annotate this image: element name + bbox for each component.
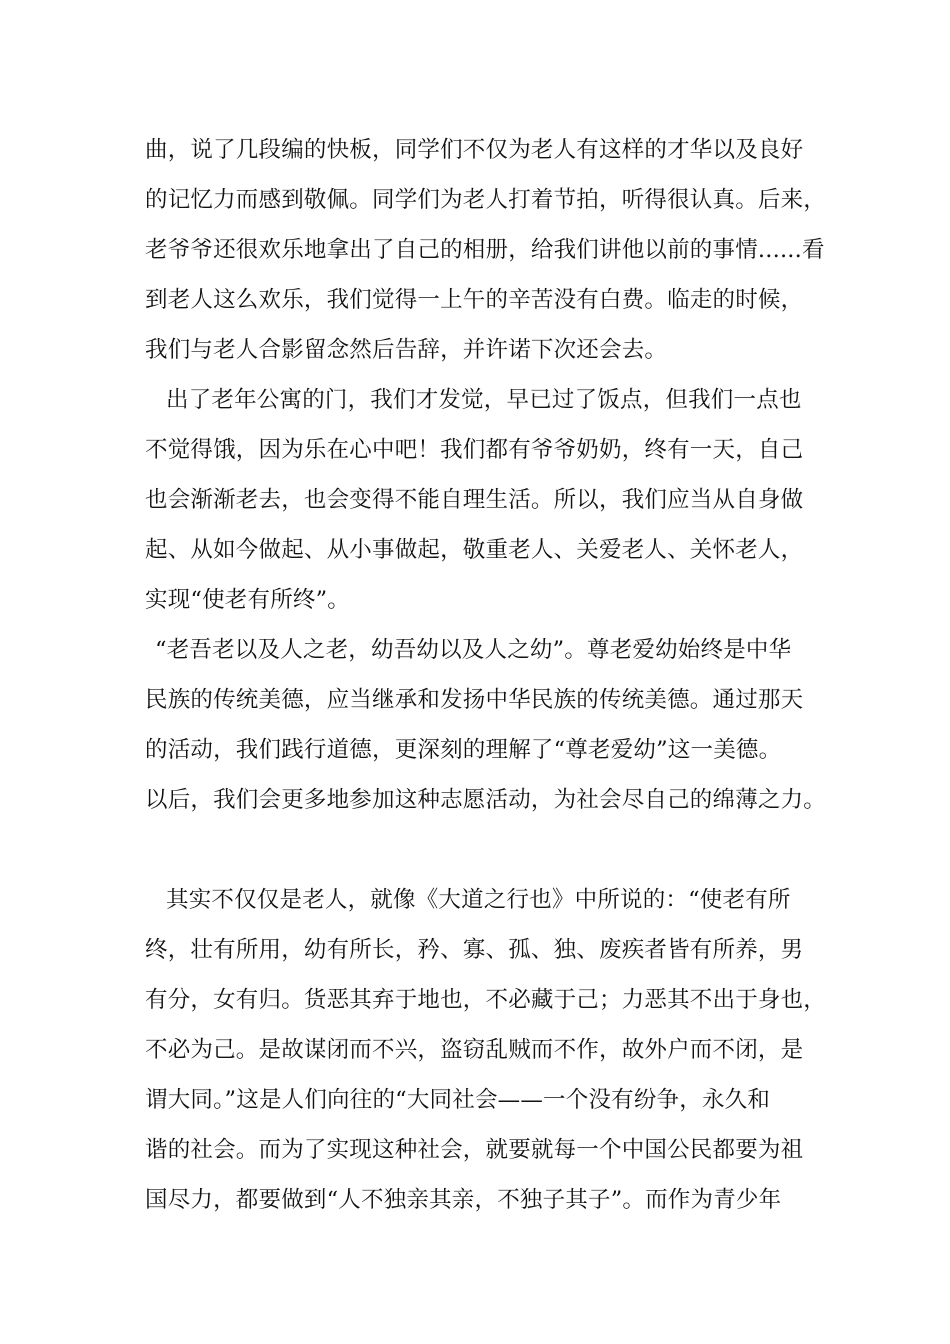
- text-line: 我们与老人合影留念然后告辞，并许诺下次还会去。: [145, 337, 668, 363]
- text-line: 谓大同。”这是人们向往的“大同社会——一个没有纷争，永久和: [145, 1087, 771, 1113]
- text-line: 以后，我们会更多地参加这种志愿活动，为社会尽自己的绵薄之力。: [145, 787, 827, 813]
- text-line: 民族的传统美德，应当继承和发扬中华民族的传统美德。通过那天: [145, 687, 804, 713]
- text-line: 终，壮有所用，幼有所长，矜、寡、孤、独、废疾者皆有所养，男: [145, 937, 804, 963]
- text-line: 到老人这么欢乐，我们觉得一上午的辛苦没有白费。临走的时候，: [145, 287, 804, 313]
- text-line: 出了老年公寓的门，我们才发觉，早已过了饭点，但我们一点也: [166, 387, 802, 413]
- text-line: 曲，说了几段编的快板，同学们不仅为老人有这样的才华以及良好: [145, 137, 804, 163]
- text-line: 实现“使老有所终”。: [145, 587, 351, 613]
- text-line: 起、从如今做起、从小事做起，敬重老人、关爱老人、关怀老人，: [145, 537, 804, 563]
- text-line: 的活动，我们践行道德，更深刻的理解了“尊老爱幼”这一美德。: [145, 737, 782, 763]
- text-line: 不觉得饿，因为乐在心中吧！我们都有爷爷奶奶，终有一天，自己: [145, 437, 804, 463]
- text-line: 国尽力，都要做到“人不独亲其亲，不独子其子”。而作为青少年: [145, 1187, 782, 1213]
- text-line: 有分，女有归。货恶其弃于地也，不必藏于己；力恶其不出于身也，: [145, 987, 827, 1013]
- text-line: 不必为己。是故谋闭而不兴，盗窃乱贼而不作，故外户而不闭，是: [145, 1037, 804, 1063]
- text-line: 谐的社会。而为了实现这种社会，就要就每一个中国公民都要为祖: [145, 1137, 804, 1163]
- text-line: 老爷爷还很欢乐地拿出了自己的相册，给我们讲他以前的事情......看: [145, 237, 825, 263]
- text-line: “老吾老以及人之老，幼吾幼以及人之幼”。尊老爱幼始终是中华: [155, 637, 792, 663]
- text-line: 也会渐渐老去，也会变得不能自理生活。所以，我们应当从自身做: [145, 487, 804, 513]
- text-line: 的记忆力而感到敬佩。同学们为老人打着节拍，听得很认真。后来，: [145, 187, 827, 213]
- text-line: 其实不仅仅是老人，就像《大道之行也》中所说的：“使老有所: [166, 887, 791, 913]
